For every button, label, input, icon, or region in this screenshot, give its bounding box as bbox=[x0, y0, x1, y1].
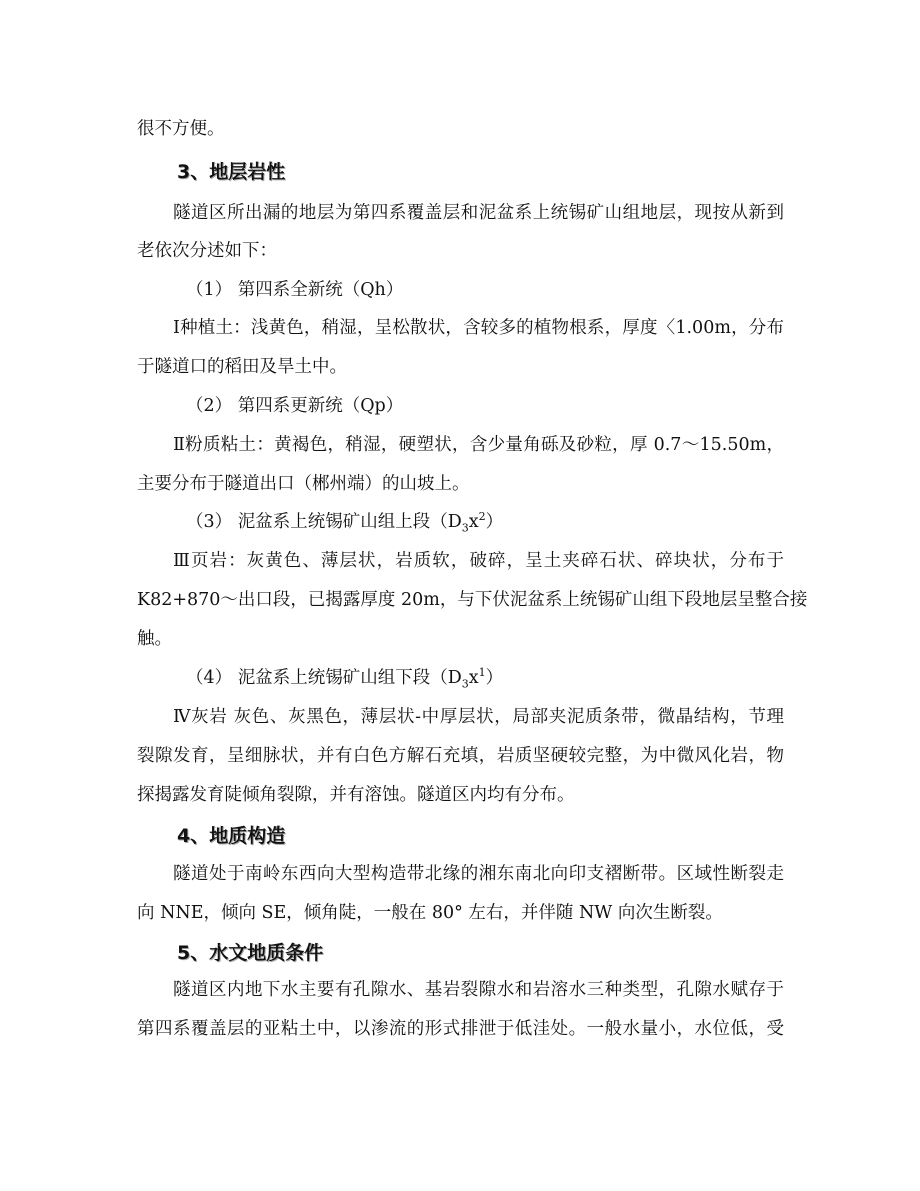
subsection-4-body-line-3: 探揭露发育陡倾角裂隙，并有溶蚀。隧道区内均有分布。 bbox=[137, 785, 575, 805]
subsection-1-body-line-2: 于隧道口的稻田及旱土中。 bbox=[137, 357, 347, 377]
paragraph-structure-line-2: 向 NNE，倾向 SE，倾角陡，一般在 80° 左右，并伴随 NW 向次生断裂。 bbox=[137, 903, 723, 923]
subsection-1-title: （1） 第四系全新统（Qh） bbox=[186, 280, 404, 300]
paragraph-hydro-line-2: 第四系覆盖层的亚粘土中，以渗流的形式排泄于低洼处。一般水量小，水位低，受 bbox=[137, 1019, 784, 1039]
subsection-2-body-line-2: 主要分布于隧道出口（郴州端）的山坡上。 bbox=[137, 474, 470, 494]
paragraph-intro-end: 很不方便。 bbox=[137, 119, 225, 139]
subsection-3-body-line-2: K82+870～出口段，已揭露厚度 20m，与下伏泥盆系上统锡矿山组下段地层呈整合接 bbox=[137, 590, 808, 610]
subsection-1-body-line-1: Ⅰ种植土：浅黄色，稍湿，呈松散状，含较多的植物根系，厚度〈1.00m，分布 bbox=[173, 318, 784, 338]
subsection-4-body-line-1: Ⅳ灰岩 灰色、灰黑色，薄层状-中厚层状，局部夹泥质条带，微晶结构，节理 bbox=[173, 707, 784, 727]
section-heading-3: 3、地层岩性 bbox=[177, 161, 286, 183]
section-heading-4: 4、地质构造 bbox=[177, 825, 286, 847]
paragraph-strata-line-2: 老依次分述如下： bbox=[137, 241, 277, 261]
subsection-2-title: （2） 第四系更新统（Qp） bbox=[186, 396, 404, 416]
subsection-3-title: （3） 泥盆系上统锡矿山组上段$(D_3x^2)$ bbox=[186, 510, 504, 535]
paragraph-hydro-line-1: 隧道区内地下水主要有孔隙水、基岩裂隙水和岩溶水三种类型，孔隙水赋存于 bbox=[173, 980, 784, 1000]
subsection-3-body-line-1: Ⅲ页岩：灰黄色、薄层状，岩质软，破碎，呈土夹碎石状、碎块状，分布于 bbox=[173, 551, 784, 571]
section-heading-5: 5、水文地质条件 bbox=[177, 942, 324, 964]
paragraph-strata-line-1: 隧道区所出漏的地层为第四系覆盖层和泥盆系上统锡矿山组地层，现按从新到 bbox=[173, 203, 784, 223]
subsection-2-body-line-1: Ⅱ粉质粘土：黄褐色，稍湿，硬塑状，含少量角砾及砂粒，厚 0.7～15.50m， bbox=[173, 435, 784, 455]
subsection-3-body-line-3: 触。 bbox=[137, 629, 172, 649]
paragraph-structure-line-1: 隧道处于南岭东西向大型构造带北缘的湘东南北向印支褶断带。区域性断裂走 bbox=[173, 864, 784, 884]
subsection-4-body-line-2: 裂隙发育，呈细脉状，并有白色方解石充填，岩质坚硬较完整，为中微风化岩，物 bbox=[137, 746, 784, 766]
subsection-4-title: （4） 泥盆系上统锡矿山组下段$(D_3x^1)$ bbox=[186, 666, 504, 691]
